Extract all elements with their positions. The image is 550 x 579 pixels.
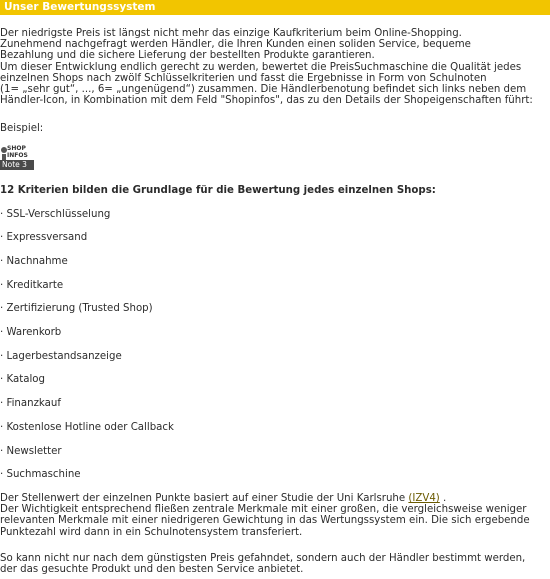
izv4-link[interactable]: (IZV4)	[408, 493, 440, 504]
intro-line: Bezahlung und die sichere Lieferung der bestellten Produkte garantieren.	[0, 50, 375, 62]
section-header: Unser Bewertungssystem	[0, 0, 550, 15]
final-line: So kann nicht nur nach dem günstigsten Preis gefahndet, sondern auch der Händler bestimmt werden,	[0, 553, 526, 564]
intro-line: (1= „sehr gut“, ..., 6= „ungenügend“) zusammen. Die Händlerbenotung befindet sich links neben dem	[0, 83, 527, 95]
list-item: · Zertifizierung (Trusted Shop)	[0, 303, 153, 314]
list-item: · Kreditkarte	[0, 280, 64, 291]
list-item: · Lagerbestandsanzeige	[0, 351, 122, 362]
badge-line: INFOS	[7, 151, 28, 159]
list-item: · Expressversand	[0, 232, 88, 243]
closing-paragraph	[0, 493, 550, 538]
list-item: · Katalog	[0, 374, 45, 385]
list-item: · Warenkorb	[0, 327, 62, 338]
intro-line: einzelnen Shops nach zwölf Schlüsselkriterien und fasst die Ergebnisse in Form von Schulnoten	[0, 72, 487, 84]
intro-paragraph	[0, 28, 550, 106]
closing-line: relevanten Merkmale mit einer niedrigeren Gewichtung in das Wertungssystem ein. Die sich ergebende	[0, 515, 530, 527]
closing-text: Der Stellenwert der einzelnen Punkte basiert auf einer Studie der Uni Karlsruhe	[0, 493, 409, 504]
list-item: · Kostenlose Hotline oder Callback	[0, 422, 174, 433]
intro-line: Zunehmend nachgefragt werden Händler, die Ihren Kunden einen soliden Service, bequeme	[0, 39, 471, 51]
final-paragraph	[0, 553, 550, 575]
list-item: · Finanzkauf	[0, 398, 61, 409]
intro-line: Händler-Icon, in Kombination mit dem Feld "Shopinfos", das zu den Details der Shopeigenschaften führt:	[0, 95, 533, 107]
shopinfos-text	[7, 146, 28, 159]
intro-line: Um dieser Entwicklung endlich gerecht zu werden, bewertet die PreisSuchmaschine die Qualität jedes	[0, 61, 522, 73]
example-label: Beispiel:	[0, 123, 44, 134]
final-line: der das gesuchte Produkt und den besten Service anbietet.	[0, 564, 304, 576]
list-item: · Newsletter	[0, 446, 62, 457]
closing-line: Punktezahl wird dann in ein Schulnotensystem transferiert.	[0, 526, 303, 538]
badge-line: SHOP	[7, 145, 26, 152]
shopinfos-icon[interactable]	[0, 146, 34, 160]
closing-line: Der Wichtigkeit entsprechend fließen zentrale Merkmale mit einer großen, die vergleichsweise weniger	[0, 504, 527, 516]
closing-line	[0, 493, 550, 504]
shop-rating-badge[interactable]	[0, 146, 34, 170]
intro-line: Der niedrigste Preis ist längst nicht mehr das einzige Kaufkriterium beim Online-Shopping.	[0, 28, 462, 39]
closing-text: .	[439, 493, 447, 504]
list-item: · Nachnahme	[0, 256, 68, 267]
list-item: · Suchmaschine	[0, 469, 81, 480]
list-item: · SSL-Verschlüsselung	[0, 209, 111, 220]
grade-label: Note 3	[0, 160, 34, 170]
criteria-heading: 12 Kriterien bilden die Grundlage für die Bewertung jedes einzelnen Shops:	[0, 185, 436, 196]
